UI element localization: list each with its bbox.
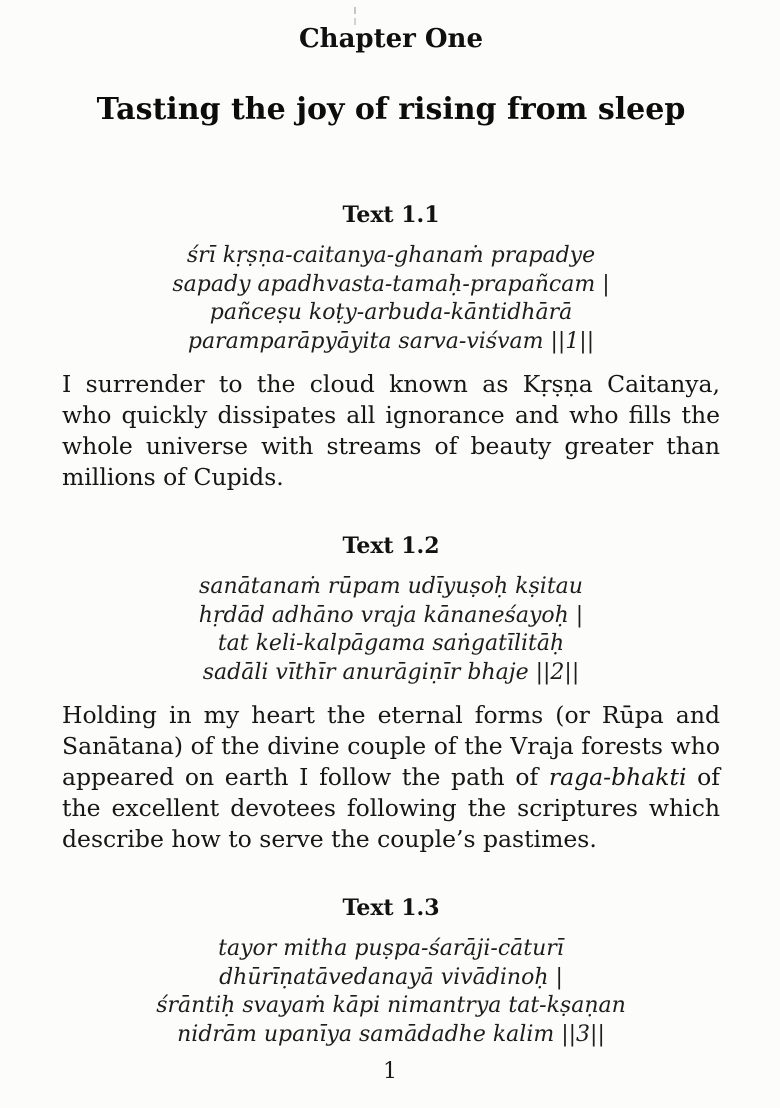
text-section	[62, 533, 720, 855]
chapter-label: Chapter One	[298, 24, 484, 54]
verse-line: sadāli vīthīr anurāgiṇīr bhaje ||2||	[202, 659, 580, 685]
section-heading: Text 1.1	[342, 202, 440, 229]
sections-container	[62, 202, 720, 1049]
section-heading: Text 1.3	[342, 895, 440, 922]
verse-line: pañceṣu koṭy-arbuda-kāntidhārā	[209, 300, 573, 326]
verse-line: tat keli-kalpāgama saṅgatīlitāḥ	[217, 631, 565, 657]
text-section	[62, 895, 720, 1049]
translation-paragraph	[62, 700, 720, 855]
verse-line: śrāntiḥ svayaṁ kāpi nimantrya tat-kṣaṇan	[156, 993, 626, 1019]
sanskrit-verse	[62, 242, 720, 356]
translation-text: Holding in my heart the eternal forms (or Rūpa and Sanātana) of the divine couple of the Vraja forests who appeared on earth I follow the path of	[62, 701, 720, 792]
sanskrit-verse	[62, 935, 720, 1049]
translation-paragraph	[62, 369, 720, 493]
chapter-title: Tasting the joy of rising from sleep	[96, 92, 686, 128]
section-heading: Text 1.2	[342, 533, 440, 560]
verse-line: śrī kṛṣṇa-caitanya-ghanaṁ prapadye	[186, 243, 596, 269]
verse-line: hṛdād adhāno vraja kānaneśayoḥ |	[198, 602, 584, 628]
text-section	[62, 202, 720, 493]
page-number: 1	[383, 1059, 397, 1084]
translation-text: of the excellent devotees following the scriptures which describe how to serve the couple’s pastimes.	[62, 763, 720, 854]
verse-line: nidrām upanīya samādadhe kalim ||3||	[177, 1021, 605, 1047]
sanskrit-verse	[62, 573, 720, 687]
verse-line: tayor mitha puṣpa-śarāji-cāturī	[218, 936, 564, 962]
scan-artifact-mark	[354, 7, 356, 14]
verse-line: dhūrīṇatāvedanayā vivādinoḥ |	[219, 964, 563, 990]
verse-line: paramparāpyāyita sarva-viśvam ||1||	[187, 328, 595, 354]
translation-italic-term: raga-bhakti	[548, 763, 687, 792]
verse-line: sapady apadhvasta-tamaḥ-prapañcam |	[172, 271, 610, 297]
verse-line: sanātanaṁ rūpam udīyuṣoḥ kṣitau	[199, 574, 583, 600]
translation-text: I surrender to the cloud known as Kṛṣṇa Caitanya, who quickly dissipates all ignorance and who fills the whole universe with streams of beauty greater than millions of Cupids.	[62, 370, 720, 492]
